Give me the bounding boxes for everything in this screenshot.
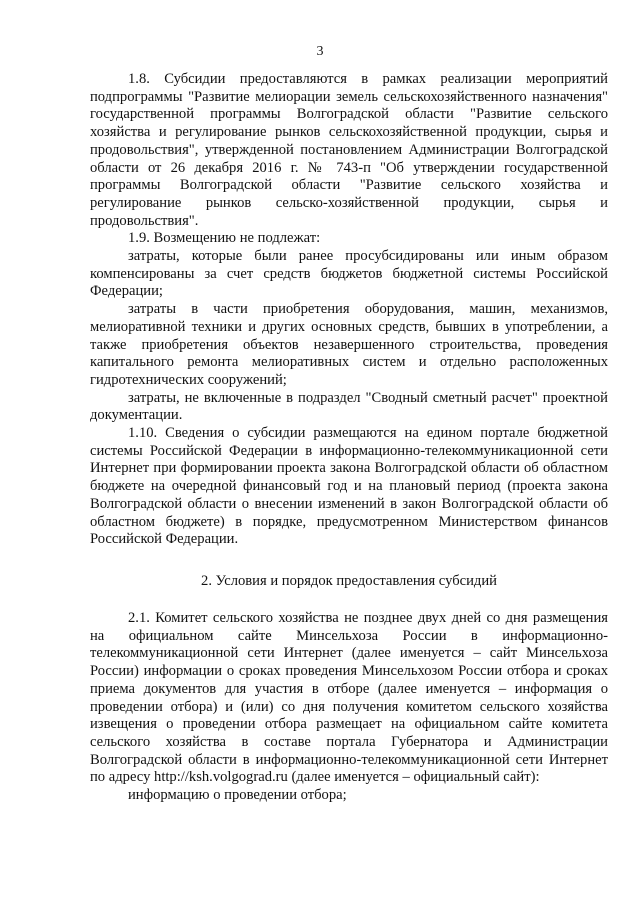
paragraph-1-9-item-1: затраты, которые были ранее просубсидированы или иным образом компенсированы за счет средств бюджетов бюджетной системы Российской Федерации;: [90, 248, 608, 300]
paragraph-1-9: 1.9. Возмещению не подлежат:: [128, 230, 321, 247]
paragraph-1-9-item-2: затраты в части приобретения оборудования, машин, механизмов, мелиоративной техники и других основных средств, бывших в употреблении, а также приобретения объектов незавершенного строительства, проведения капитального ремонта мелиоративных систем и отдельно расположенных гидротехнических сооружений;: [90, 301, 608, 388]
body-text-block-one: [90, 71, 608, 549]
paragraph-1-8: 1.8. Субсидии предоставляются в рамках реализации мероприятий подпрограммы "Развитие мелиорации земель сельскохозяйственного назначения" государственной программы Волгоградской области "Развитие сельского хозяйства и регулирование рынков сельскохозяйственной продукции, сырья и продовольствия", утвержденной постановлением Администрации Волгоградской области от 26 декабря 2016 г. № 743-п "Об утверждении государственной программы Волгоградской области "Развитие сельского хозяйства и регулирование рынков сельско-хозяйственной продукции, сырья и продовольствия".: [90, 71, 608, 229]
paragraph-1-10: 1.10. Сведения о субсидии размещаются на едином портале бюджетной системы Российской Федерации в информационно-телекоммуникационной сети Интернет при формировании проекта закона Волгоградской области об областном бюджете на очередной финансовый год и на плановый период (проекта закона Волгоградской области о внесении изменений в закон Волгоградской области об областном бюджете) в порядке, предусмотренном Министерством финансов Российской Федерации.: [90, 425, 608, 548]
paragraph-2-1: 2.1. Комитет сельского хозяйства не позднее двух дней со дня размещения на официальном сайте Минсельхоза России в информационно-телекоммуникационной сети Интернет (далее именуется – сайт Минсельхоза России) информации о сроках проведения Минсельхозом России отбора и сроках приема документов для участия в отборе (далее именуется – информация о проведении отбора) и (или) со дня получения комитетом сельского хозяйства извещения о проведении отбора размещает на официальном сайте комитета сельского хозяйства в составе портала Губернатора и Администрации Волгоградской области в информационно-телекоммуникационной сети Интернет по адресу http://ksh.volgograd.ru (далее именуется – официальный сайт):: [90, 610, 608, 786]
paragraph-2-1-item-1: информацию о проведении отбора;: [128, 787, 347, 804]
section-heading: 2. Условия и порядок предоставления субсидий: [201, 573, 497, 589]
body-text-block-two: [90, 610, 608, 805]
page-number: 3: [316, 44, 324, 59]
paragraph-1-9-item-3: затраты, не включенные в подраздел "Сводный сметный расчет" проектной документации.: [90, 389, 608, 424]
